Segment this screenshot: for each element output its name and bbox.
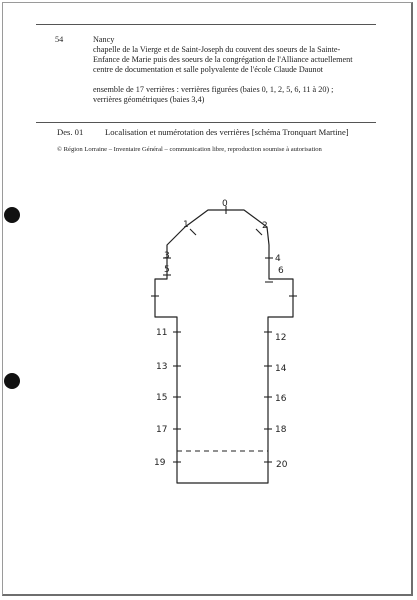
title-line-3: centre de documentation et salle polyvalente de l'école Claude Daunot bbox=[93, 65, 323, 74]
bay-label-1: 1 bbox=[183, 220, 189, 230]
tick-1 bbox=[190, 229, 196, 235]
ensemble-line-2: verrières géométriques (baies 3,4) bbox=[93, 95, 205, 104]
title-line-1: chapelle de la Vierge et de Saint-Joseph du couvent des soeurs de la Sainte- bbox=[93, 45, 341, 54]
bay-label-5: 5 bbox=[164, 265, 170, 275]
bay-label-17: 17 bbox=[156, 425, 168, 435]
copyright-notice: © Région Lorraine – Inventaire Général – communication libre, reproduction soumise à autorisation bbox=[57, 146, 322, 153]
bay-label-15: 15 bbox=[156, 393, 168, 403]
bay-label-13: 13 bbox=[156, 362, 168, 372]
bay-label-4: 4 bbox=[275, 254, 281, 264]
bay-label-14: 14 bbox=[275, 364, 287, 374]
bay-label-11: 11 bbox=[156, 328, 168, 338]
figure-caption: Localisation et numérotation des verrières [schéma Tronquart Martine] bbox=[105, 127, 349, 137]
bay-label-20: 20 bbox=[276, 460, 288, 470]
bay-label-0: 0 bbox=[222, 199, 228, 209]
figure-ref: Des. 01 bbox=[57, 127, 84, 137]
bay-label-12: 12 bbox=[275, 333, 287, 343]
bay-label-2: 2 bbox=[262, 221, 268, 231]
bay-label-6: 6 bbox=[278, 266, 284, 276]
page-number: 54 bbox=[55, 35, 64, 44]
chapel-outline bbox=[155, 210, 293, 483]
title-line-2: Enfance de Marie puis des soeurs de la congrégation de l'Alliance actuellement bbox=[93, 55, 353, 64]
bay-label-16: 16 bbox=[275, 394, 287, 404]
bay-label-3: 3 bbox=[164, 251, 170, 261]
bay-label-19: 19 bbox=[154, 458, 166, 468]
bay-label-18: 18 bbox=[275, 425, 287, 435]
city-name: Nancy bbox=[93, 35, 115, 44]
ensemble-line-1: ensemble de 17 verrières : verrières figurées (baies 0, 1, 2, 5, 6, 11 à 20) ; bbox=[93, 85, 334, 94]
